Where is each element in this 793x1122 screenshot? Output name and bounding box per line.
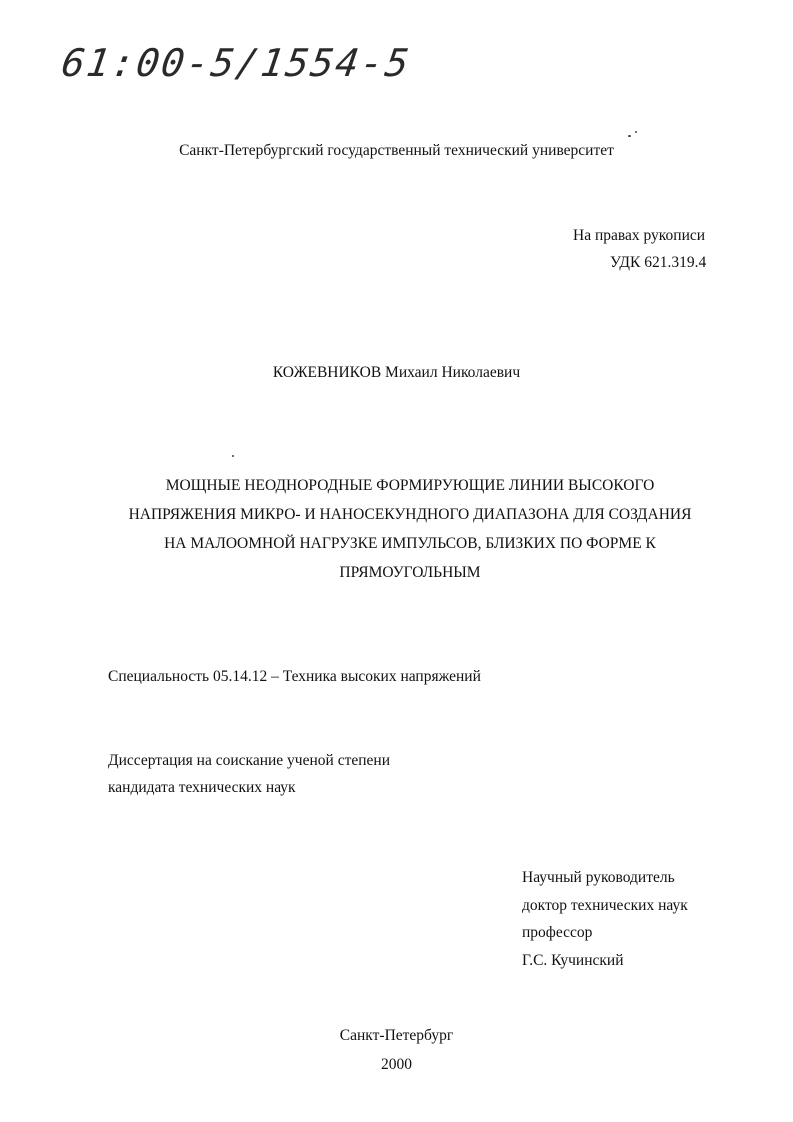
dissertation-title <box>110 471 710 587</box>
udk-code: УДК 621.319.4 <box>610 254 707 271</box>
dissertation-degree-line2: кандидата технических наук <box>108 779 296 796</box>
dissertation-degree-line1: Диссертация на соискание ученой степени <box>108 752 390 769</box>
scan-speck <box>628 135 631 137</box>
title-line: НА МАЛООМНОЙ НАГРУЗКЕ ИМПУЛЬСОВ, БЛИЗКИХ ПО ФОРМЕ К <box>164 535 656 552</box>
university-name: Санкт-Петербургский государственный технический университет <box>179 142 614 159</box>
title-line: ПРЯМОУГОЛЬНЫМ <box>339 564 481 581</box>
scan-speck <box>635 131 637 133</box>
supervisor-degree: доктор технических наук <box>522 896 688 914</box>
title-line: НАПРЯЖЕНИЯ МИКРО- И НАНОСЕКУНДНОГО ДИАПАЗОНА ДЛЯ СОЗДАНИЯ <box>128 506 692 523</box>
handwritten-stamp-code: 61:00-5/1554-5 <box>58 41 414 85</box>
supervisor-block <box>522 864 688 974</box>
supervisor-rank: профессор <box>522 924 593 941</box>
title-line: МОЩНЫЕ НЕОДНОРОДНЫЕ ФОРМИРУЮЩИЕ ЛИНИИ ВЫСОКОГО <box>165 477 655 494</box>
city: Санкт-Петербург <box>339 1027 454 1044</box>
year: 2000 <box>381 1056 412 1073</box>
supervisor-name: Г.С. Кучинский <box>522 951 624 969</box>
scan-speck <box>232 455 234 457</box>
author-name: КОЖЕВНИКОВ Михаил Николаевич <box>272 364 521 381</box>
specialty: Специальность 05.14.12 – Техника высоких напряжений <box>108 668 481 685</box>
supervisor-role: Научный руководитель <box>522 869 675 886</box>
manuscript-rights: На правах рукописи <box>573 227 706 244</box>
